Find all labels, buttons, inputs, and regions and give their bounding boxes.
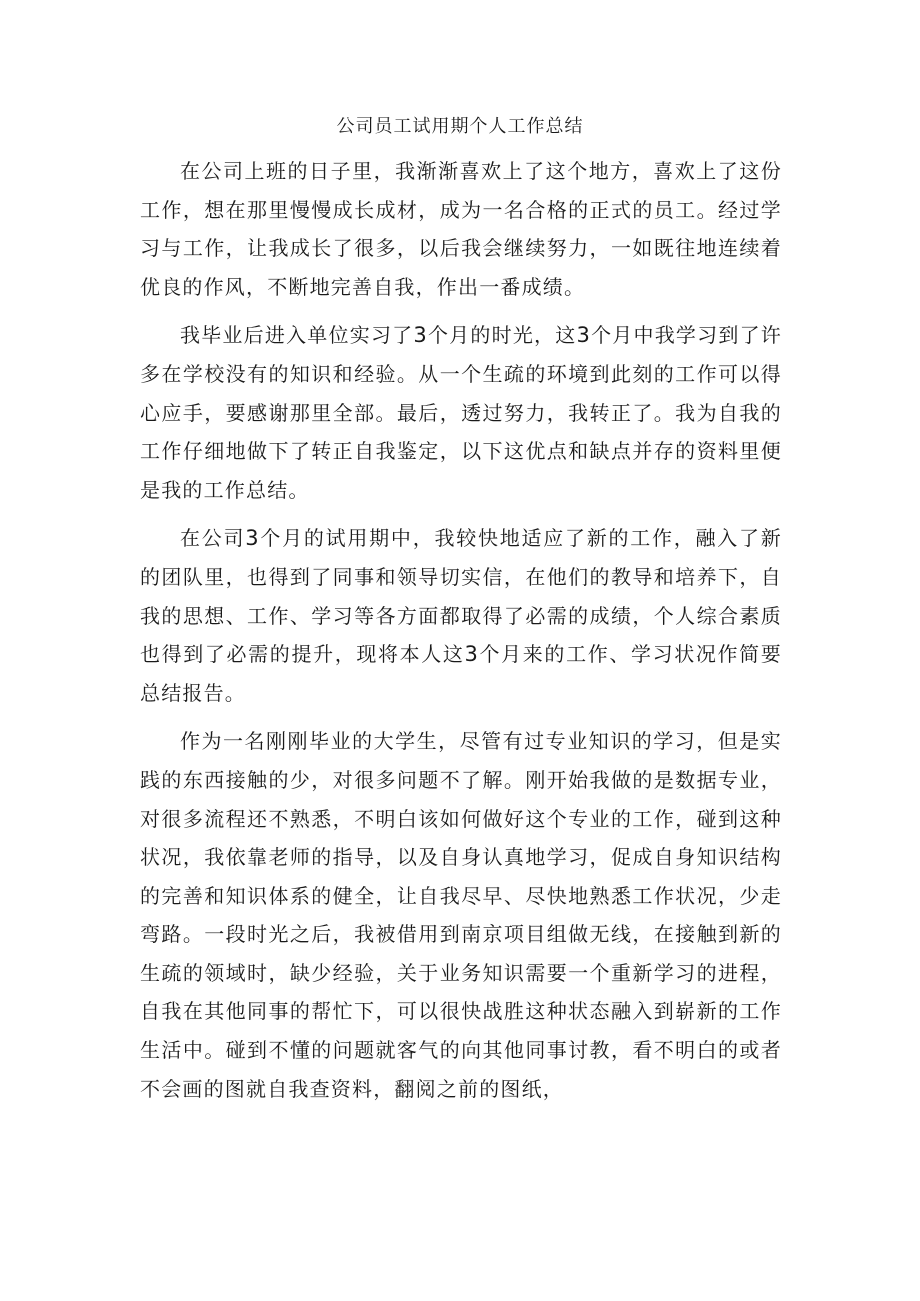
paragraph-3: 在公司3个月的试用期中，我较快地适应了新的工作，融入了新的团队里，也得到了同事和领导切实信，在他们的教导和培养下，自我的思想、工作、学习等各方面都取得了必需的成绩，个人综合素质也得到了必需的提升，现将本人这3个月来的工作、学习状况作简要总结报告。 — [140, 526, 782, 705]
paragraph-2: 我毕业后进入单位实习了3个月的时光，这3个月中我学习到了许多在学校没有的知识和经验。从一个生疏的环境到此刻的工作可以得心应手，要感谢那里全部。最后，透过努力，我转正了。我为自我的工作仔细地做下了转正自我鉴定，以下这优点和缺点并存的资料里便是我的工作总结。 — [140, 323, 782, 502]
paragraph-4: 作为一名刚刚毕业的大学生，尽管有过专业知识的学习，但是实践的东西接触的少，对很多问题不了解。刚开始我做的是数据专业，对很多流程还不熟悉，不明白该如何做好这个专业的工作，碰到这种状况，我依靠老师的指导，以及自身认真地学习，促成自身知识结构的完善和知识体系的健全，让自我尽早、尽快地熟悉工作状况，少走弯路。一段时光之后，我被借用到南京项目组做无线，在接触到新的生疏的领域时，缺少经验，关于业务知识需要一个重新学习的进程，自我在其他同事的帮忙下，可以很快战胜这种状态融入到崭新的工作生活中。碰到不懂的问题就客气的向其他同事讨教，看不明白的或者不会画的图就自我查资料，翻阅之前的图纸， — [140, 729, 782, 1101]
document-title: 公司员工试用期个人工作总结 — [336, 116, 584, 137]
paragraph-1: 在公司上班的日子里，我渐渐喜欢上了这个地方，喜欢上了这份工作，想在那里慢慢成长成材，成为一名合格的正式的员工。经过学习与工作，让我成长了很多，以后我会继续努力，一如既往地连续着优良的作风，不断地完善自我，作出一番成绩。 — [140, 159, 782, 299]
document-body — [140, 152, 782, 1108]
